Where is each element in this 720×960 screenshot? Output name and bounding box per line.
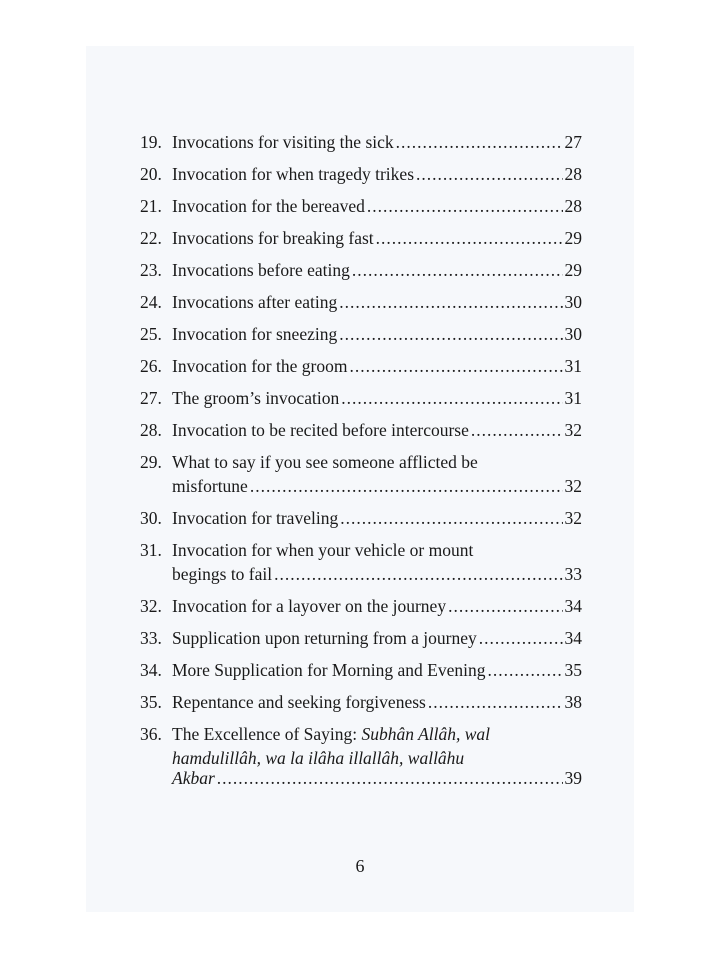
entry-number: 35. <box>140 692 162 712</box>
entry-title: The groom’s invocation <box>172 388 340 408</box>
dot-leader <box>339 320 562 348</box>
entry-title-italic: hamdulillâh, wa la ilâha illallâh, wallâhu <box>172 748 465 768</box>
dot-leader <box>274 560 562 588</box>
entry-number: 24. <box>140 292 162 312</box>
table-of-contents <box>140 128 582 796</box>
toc-entry <box>140 384 582 416</box>
entry-title: Invocation for the groom <box>172 356 348 376</box>
entry-page: 34 <box>564 628 582 648</box>
entry-page: 33 <box>564 564 582 584</box>
entry-title: Invocations for breaking fast <box>172 228 374 248</box>
entry-title: Invocation for the bereaved <box>172 196 365 216</box>
entry-page: 35 <box>564 660 582 680</box>
entry-number: 22. <box>140 228 162 248</box>
entry-page: 28 <box>564 196 582 216</box>
entry-title: Repentance and seeking forgiveness <box>172 692 426 712</box>
toc-entry <box>140 688 582 720</box>
entry-title: Invocation for when tragedy trikes <box>172 164 415 184</box>
entry-number: 23. <box>140 260 162 280</box>
entry-page: 31 <box>564 356 582 376</box>
entry-number: 19. <box>140 132 162 152</box>
toc-entry <box>140 656 582 688</box>
dot-leader <box>341 384 562 412</box>
entry-title-continued: misfortune <box>172 476 248 496</box>
entry-title: Invocation for when your vehicle or mount <box>172 540 474 560</box>
entry-title-italic: Akbar <box>172 768 215 788</box>
entry-title: Invocations after eating <box>172 292 338 312</box>
toc-entry <box>140 352 582 384</box>
entry-title: Invocation for a layover on the journey <box>172 596 447 616</box>
toc-entry <box>140 592 582 624</box>
entry-title-italic: Subhân Allâh, wal <box>361 724 491 744</box>
dot-leader <box>471 416 563 444</box>
dot-leader <box>217 764 563 792</box>
entry-page: 31 <box>564 388 582 408</box>
entry-page: 30 <box>564 324 582 344</box>
entry-number: 36. <box>140 724 162 744</box>
dot-leader <box>488 656 563 684</box>
toc-entry <box>140 160 582 192</box>
toc-entry <box>140 320 582 352</box>
dot-leader <box>376 224 563 252</box>
toc-entry <box>140 192 582 224</box>
entry-page: 29 <box>564 260 582 280</box>
entry-page: 38 <box>564 692 582 712</box>
entry-number: 30. <box>140 508 162 528</box>
entry-title: Supplication upon returning from a journey <box>172 628 477 648</box>
dot-leader <box>479 624 563 652</box>
entry-title: Invocations before eating <box>172 260 350 280</box>
toc-entry <box>140 224 582 256</box>
entry-page: 32 <box>564 420 582 440</box>
page-number: 6 <box>355 856 365 876</box>
toc-entry <box>140 504 582 536</box>
toc-entry <box>140 416 582 448</box>
toc-entry <box>140 624 582 656</box>
entry-page: 28 <box>564 164 582 184</box>
entry-page: 30 <box>564 292 582 312</box>
entry-title-continued: begings to fail <box>172 564 273 584</box>
dot-leader <box>250 472 563 500</box>
entry-page: 34 <box>564 596 582 616</box>
dot-leader <box>352 256 563 284</box>
dot-leader <box>428 688 563 716</box>
toc-entry <box>140 720 582 796</box>
entry-number: 20. <box>140 164 162 184</box>
dot-leader <box>396 128 563 156</box>
entry-number: 21. <box>140 196 162 216</box>
entry-page: 32 <box>564 476 582 496</box>
toc-entry <box>140 448 582 504</box>
entry-page: 32 <box>564 508 582 528</box>
entry-number: 31. <box>140 540 162 560</box>
entry-title: Invocation to be recited before intercourse <box>172 420 469 440</box>
entry-title: Invocation for sneezing <box>172 324 338 344</box>
dot-leader <box>367 192 563 220</box>
entry-page: 27 <box>564 132 582 152</box>
entry-number: 33. <box>140 628 162 648</box>
entry-page: 39 <box>564 768 582 788</box>
entry-title-plain: The Excellence of Saying: <box>172 724 362 744</box>
dot-leader <box>448 592 562 620</box>
dot-leader <box>339 288 562 316</box>
toc-entry <box>140 536 582 592</box>
entry-title: Invocations for visiting the sick <box>172 132 394 152</box>
entry-number: 28. <box>140 420 162 440</box>
toc-entry <box>140 288 582 320</box>
dot-leader <box>349 352 562 380</box>
entry-title: Invocation for traveling <box>172 508 339 528</box>
entry-number: 34. <box>140 660 162 680</box>
entry-title-continued <box>172 764 215 792</box>
entry-number: 29. <box>140 452 162 472</box>
dot-leader <box>416 160 562 188</box>
entry-number: 32. <box>140 596 162 616</box>
entry-page: 29 <box>564 228 582 248</box>
dot-leader <box>340 504 562 532</box>
entry-title: More Supplication for Morning and Evening <box>172 660 486 680</box>
entry-title: What to say if you see someone afflicted be <box>172 452 478 472</box>
entry-number: 25. <box>140 324 162 344</box>
entry-number: 27. <box>140 388 162 408</box>
toc-entry <box>140 256 582 288</box>
entry-number: 26. <box>140 356 162 376</box>
toc-entry <box>140 128 582 160</box>
